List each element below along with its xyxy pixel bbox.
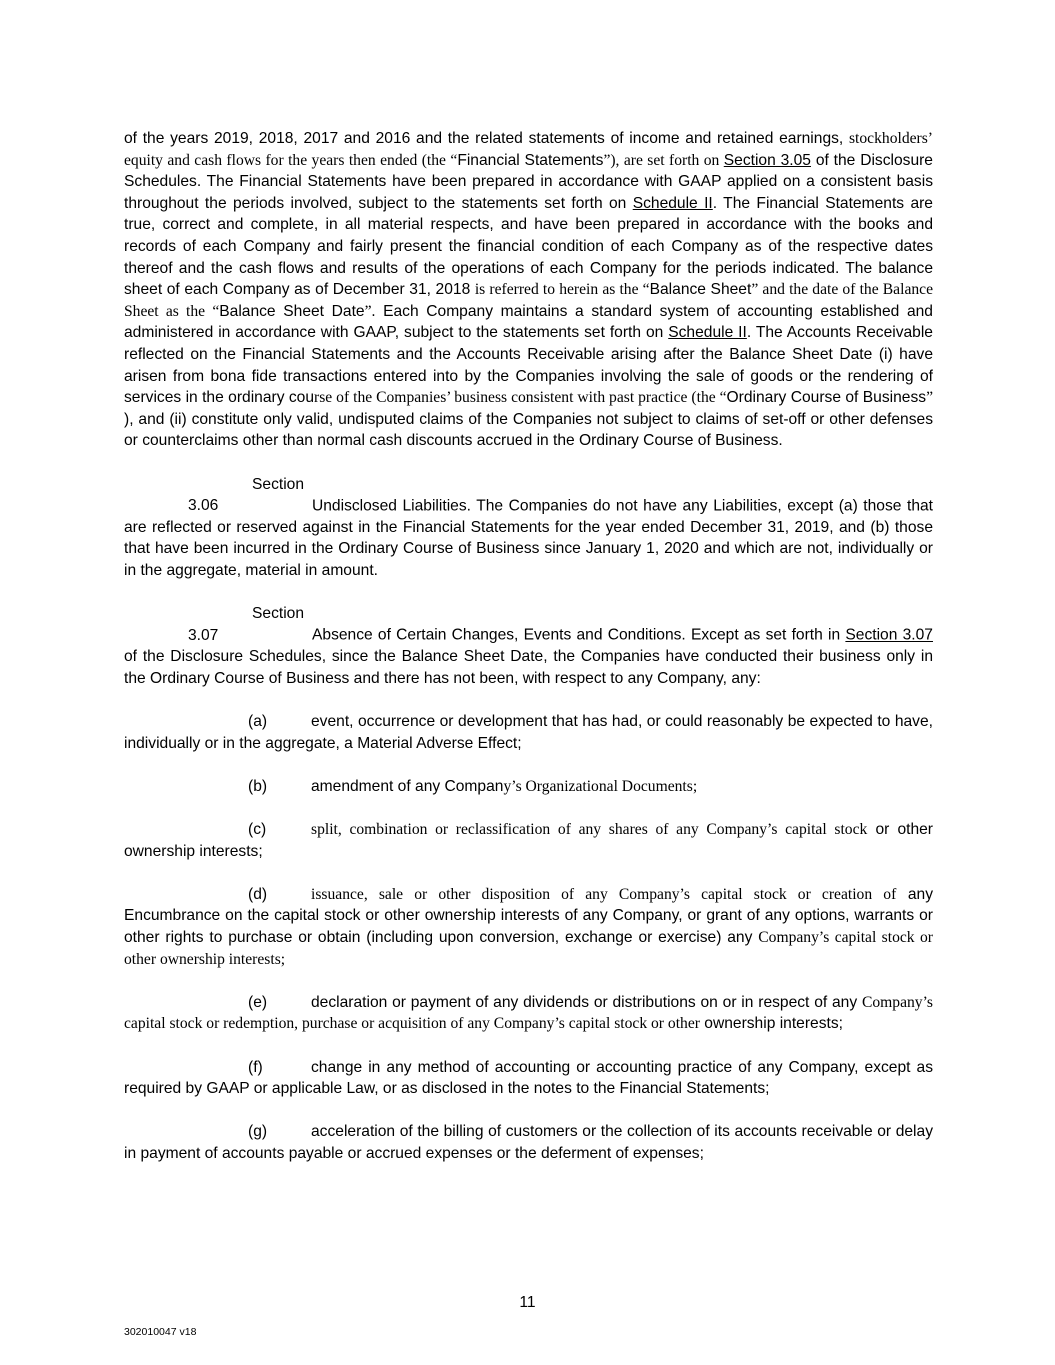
text-segment: ), and (ii) constitute only valid, undisputed claims of the Companies not subject to claims of set-off or other defenses or counterclaims other than normal cash discounts accrued in the Ordinary Course of Business. [124,410,933,450]
list-item-text: change in any method of accounting or accounting practice of any Company, except as required by GAAP or applicable Law, or as disclosed in the notes to the Financial Statements; [124,1058,933,1098]
paragraph-financial-statements [124,128,933,452]
text-segment: is referred to herein as the “ [474,281,650,299]
list-item-text: event, occurrence or development that has had, or could reasonably be expected to have, individually or in the aggregate, a Material Adverse Effect; [124,713,933,752]
section-label: Section 3.06 [188,475,305,515]
schedule-reference-link[interactable]: Schedule II [632,194,713,212]
list-item-text: Company’s capital stock or other ownership interests; [124,928,934,968]
list-item-text: ownership interests; [699,1015,843,1033]
page-number: 11 [519,1294,536,1311]
list-item-c [124,819,933,862]
list-item-label: (f) [248,1058,263,1076]
list-item-text: declaration or payment of any dividends or distributions on or in respect of any [311,993,862,1011]
text-segment: ”), are set forth on [603,151,724,169]
list-item-label: (g) [248,1123,268,1141]
text-segment: ” and the date of the Balance Sheet as the “ [124,281,933,320]
list-item-b [124,776,933,798]
list-item-g [124,1121,933,1164]
text-segment: . The Financial Statements are true, correct and complete, in all material respects, and have been prepared in accordance with the books and records of each Company and fairly present the financial condition of each Company as of the respective dates thereof and the cash flows and results of the operations of each Company for the periods indicated. The balance sheet of each Company as of December 31, 2018 [124,194,933,299]
defined-term: Balance Sheet Date [219,302,365,320]
list-item-d [124,884,933,970]
defined-term: Financial Statements [457,151,604,169]
list-item-label: (c) [248,821,267,838]
section-label: Section 3.07 [188,605,305,644]
list-item-text: any Encumbrance on the capital stock or other ownership interests of any Company, or grant of any options, warrants or other rights to purchase or obtain (including upon conversion, exchange or exercise) any [124,885,933,946]
list-item-label: (a) [248,713,268,731]
text-segment: . The Accounts Receivable reflected on the Financial Statements and the Accounts Receivable arising after the Balance Sheet Date (i) have arisen from bona fide transactions entered into by the Companies involving the sale of goods or the rendering of services in the ordinary cou [124,324,933,407]
list-item-text: acceleration of the billing of customers or the collection of its accounts receivable or delay in payment of accounts payable or accrued expenses or the deferment of expenses; [124,1123,933,1162]
list-item-label: (d) [248,885,268,903]
list-item-text: or other ownership interests; [124,821,933,860]
list-item-text: y’s Organizational Documents; [503,777,698,795]
list-item-text: split, combination or reclassification of any shares of any Company’s capital stock [311,821,868,838]
section-3-06 [124,474,933,582]
document-id: 302010047 v18 [124,1326,197,1338]
section-reference-link[interactable]: Section 3.05 [723,151,811,169]
list-item-text: issuance, sale or other disposition of any Company’s capital stock or creation of [311,885,897,903]
list-item-f [124,1057,933,1100]
section-reference-link[interactable]: Section 3.07 [845,626,933,644]
text-segment: Each Company maintains a standard system of accounting established and administered in accordance with GAAP, subject to the statements set forth on [124,302,933,342]
section-text: of the Disclosure Schedules, since the Balance Sheet Date, the Companies have conducted their business only in the Ordinary Course of Business and there has not been, with respect to any Company, any: [124,648,933,687]
list-item-text: amendment of any Compan [311,777,504,795]
schedule-reference-link[interactable]: Schedule II [668,324,747,342]
text-segment: ”. [364,302,376,320]
list-item-e [124,992,933,1035]
text-segment: rse of the Companies’ business consistent with past practice (the “ [314,389,727,407]
text-segment: stockholders’ equity and cash flows for the years then ended (the “ [124,130,933,169]
section-text: Absence of Certain Changes, Events and Conditions. Except as set forth in [312,626,846,644]
section-3-07 [124,603,933,689]
document-page [124,128,933,1165]
section-text: Undisclosed Liabilities. The Companies do not have any Liabilities, except (a) those that are reflected or reserved against in the Financial Statements for the year ended December 31, 2019, and (b) those that have been incurred in the Ordinary Course of Business since January 1, 2020 and which are not, individually or in the aggregate, material in amount. [124,497,933,579]
text-segment: of the Disclosure Schedules. The Financial Statements have been prepared in accordance with GAAP applied on a consistent basis throughout the periods involved, subject to the statements set forth on [124,151,933,212]
list-item-text: Company’s capital stock or redemption, purchase or acquisition of any Company’s capital stock or other [124,993,933,1033]
text-segment: ” [926,389,933,407]
list-item-a [124,711,933,754]
defined-term: Ordinary Course of Business [726,389,927,407]
defined-term: Balance Sheet [649,281,752,299]
list-item-label: (e) [248,993,268,1011]
list-item-label: (b) [248,777,268,795]
text-segment: of the years 2019, 2018, 2017 and 2016 and the related statements of income and retained earnings, [124,130,849,147]
